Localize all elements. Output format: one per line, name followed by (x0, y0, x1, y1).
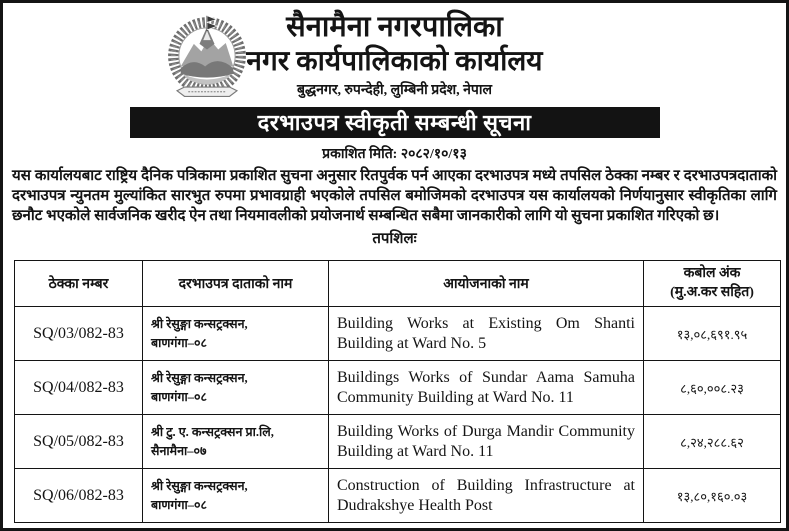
contract-no-cell: SQ/05/082-83 (15, 415, 143, 469)
project-cell: Construction of Building Infrastructure at Dudrakshye Health Post (329, 469, 644, 523)
office-address: बुद्धनगर, रुपन्देही, लुम्बिनी प्रदेश, नेपाल (296, 82, 493, 98)
letterhead (3, 3, 786, 98)
header-bidder-name: दरभाउपत्र दाताको नाम (143, 261, 329, 307)
bidder-cell (143, 469, 329, 523)
contract-no-cell: SQ/04/082-83 (15, 361, 143, 415)
bidder-cell (143, 307, 329, 361)
office-name: नगर कार्यपालिकाको कार्यालय (246, 46, 543, 78)
tender-table (14, 260, 781, 523)
notice-title: दरभाउपत्र स्वीकृती सम्बन्धी सूचना (257, 110, 532, 136)
project-cell: Building Works of Durga Mandir Community Building at Ward No. 11 (329, 415, 644, 469)
details-label: तपशिलः (372, 231, 417, 248)
notice-title-bar (130, 107, 660, 138)
header-project-name: आयोजनाको नाम (329, 261, 644, 307)
header-bid-amount-line2: (मु.अ.कर सहित) (670, 284, 754, 300)
notice-body: यस कार्यालयबाट राष्ट्रिय दैनिक पत्रिकामा प्रकाशित सुचना अनुसार रितपुर्वक पर्न आएका दरभाउपत्र मध्ये तपसिल ठेक्का नम्बर र दरभाउपत्रदाताको दरभाउपत्र न्युनतम मुल्यांकित सारभुत रुपमा प्रभावग्राही भएकोले तपसिल बमोजिमको दरभाउपत्र यस कार्यालयको निर्णयानुसार स्वीकृतिका लागि छनौट भएकोले सार्वजनिक खरीद ऐन तथा नियमावलीको प्रयोजनार्थ सम्बन्धित सबैमा जानकारीको लागि यो सुचना प्रकाशित गरिएको छ। (12, 167, 777, 224)
contract-no-cell: SQ/03/082-83 (15, 307, 143, 361)
bidder-address: बाणगंगा–०८ (151, 497, 207, 512)
bidder-name: श्री टु. ए. कन्सट्रक्सन प्रा.लि, (151, 425, 274, 440)
project-cell: Buildings Works of Sundar Aama Samuha Community Building at Ward No. 11 (329, 361, 644, 415)
contract-no-cell: SQ/06/082-83 (15, 469, 143, 523)
table-row (15, 469, 781, 523)
bidder-address: सैनामैना–०७ (151, 443, 207, 458)
header-bid-amount (644, 261, 781, 307)
amount-cell: १३,०८,६९१.९५ (644, 307, 781, 361)
table-row (15, 415, 781, 469)
bidder-name: श्री रेसुङ्गा कन्सट्रक्सन, (151, 371, 248, 386)
table-header-row (15, 261, 781, 307)
bidder-cell (143, 361, 329, 415)
amount-cell: १३,८०,१६०.०३ (644, 469, 781, 523)
municipality-name: सैनामैना नगरपालिका (286, 11, 503, 43)
bidder-name: श्री रेसुङ्गा कन्सट्रक्सन, (151, 317, 248, 332)
bidder-name: श्री रेसुङ्गा कन्सट्रक्सन, (151, 479, 248, 494)
table-row (15, 361, 781, 415)
published-date: प्रकाशित मिति: २०८२/१०/१३ (322, 146, 467, 162)
bidder-cell (143, 415, 329, 469)
project-cell: Building Works at Existing Om Shanti Building at Ward No. 5 (329, 307, 644, 361)
nepal-coat-of-arms-icon (160, 12, 254, 102)
table-row (15, 307, 781, 361)
amount-cell: ८,६०,००८.२३ (644, 361, 781, 415)
bidder-address: बाणगंगा–०८ (151, 389, 207, 404)
header-bid-amount-line1: कबोल अंक (683, 265, 741, 281)
amount-cell: ८,२४,२८८.६२ (644, 415, 781, 469)
bidder-address: बाणगंगा–०८ (151, 335, 207, 350)
header-contract-no: ठेक्का नम्बर (15, 261, 143, 307)
